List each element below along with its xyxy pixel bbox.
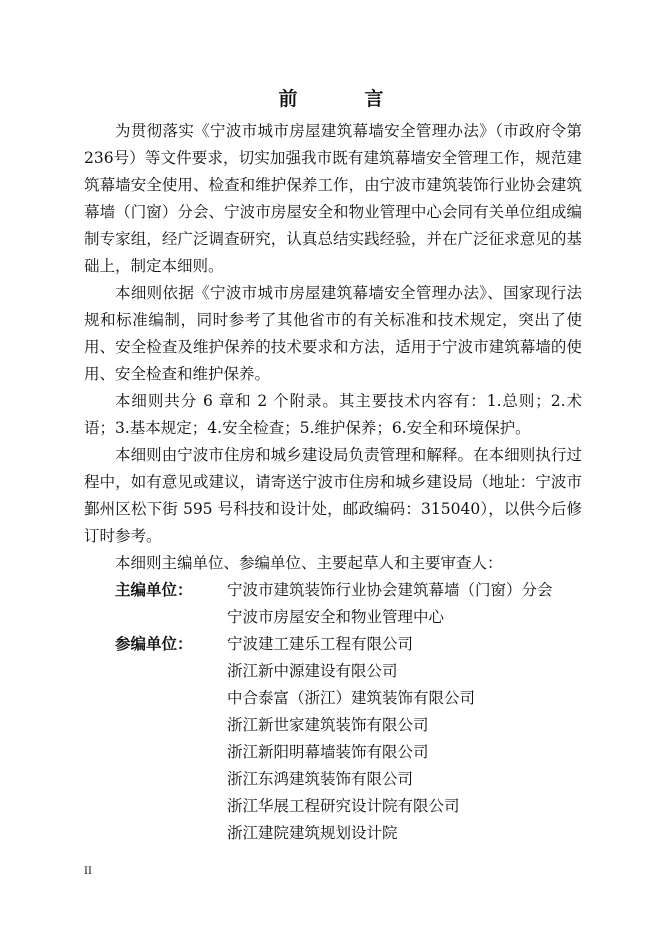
list-item: 浙江新世家建筑装饰有限公司 [227, 716, 429, 734]
page-number: II [84, 866, 92, 877]
list-item: 宁波市建筑装饰行业协会建筑幕墙（门窗）分会 [227, 581, 553, 599]
list-item: 浙江建院建筑规划设计院 [227, 824, 398, 842]
participating-units-list [227, 631, 582, 847]
participating-units [84, 631, 582, 847]
page-title: 前 言 [278, 88, 408, 110]
list-item: 浙江华展工程研究设计院有限公司 [227, 797, 460, 815]
list-item: 浙江新中源建设有限公司 [227, 662, 398, 680]
list-item: 浙江新阳明幕墙装饰有限公司 [227, 743, 429, 761]
paragraph-2: 本细则依据《宁波市城市房屋建筑幕墙安全管理办法》、国家现行法规和标准编制，同时参考了其他省市的有关标准和技术规定，突出了使用、安全检查及维护保养的技术要求和方法，适用于宁波市建筑幕墙的使用、安全检查和维护保养。 [84, 284, 582, 383]
paragraph-1: 为贯彻落实《宁波市城市房屋建筑幕墙安全管理办法》（市政府令第236号）等文件要求，切实加强我市既有建筑幕墙安全管理工作，规范建筑幕墙安全使用、检查和维护保养工作，由宁波市建筑装饰行业协会建筑幕墙（门窗）分会、宁波市房屋安全和物业管理中心会同有关单位组成编制专家组，经广泛调查研究，认真总结实践经验，并在广泛征求意见的基础上，制定本细则。 [84, 122, 582, 275]
paragraph-5: 本细则主编单位、参编单位、主要起草人和主要审查人： [115, 554, 503, 572]
participating-units-label: 参编单位： [115, 635, 193, 653]
paragraph-3: 本细则共分 6 章和 2 个附录。其主要技术内容有：1.总则；2.术语；3.基本规定；4.安全检查；5.维护保养；6.安全和环境保护。 [84, 392, 582, 437]
paragraph-4: 本细则由宁波市住房和城乡建设局负责管理和解释。在本细则执行过程中，如有意见或建议，请寄送宁波市住房和城乡建设局（地址：宁波市鄞州区松下街 595 号科技和设计处，邮政编码：315040），以供今后修订时参考。 [84, 446, 582, 545]
list-item: 宁波建工建乐工程有限公司 [227, 635, 414, 653]
list-item: 中合泰富（浙江）建筑装饰有限公司 [227, 689, 476, 707]
editor-units [84, 577, 582, 631]
unit-listing [84, 577, 582, 847]
editor-units-list [227, 577, 582, 631]
list-item: 宁波市房屋安全和物业管理中心 [227, 608, 445, 626]
preface-body [84, 118, 582, 847]
list-item: 浙江东鸿建筑装饰有限公司 [227, 770, 414, 788]
editor-units-label: 主编单位： [115, 581, 193, 599]
